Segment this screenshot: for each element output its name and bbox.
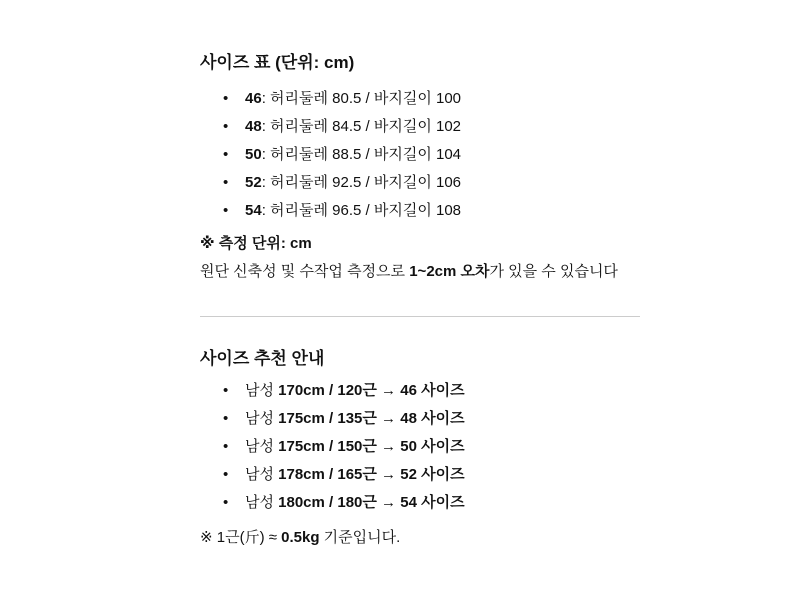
size-value: 54: [245, 202, 262, 219]
arrow-glyph: →: [376, 382, 401, 399]
arrow-glyph: →: [376, 410, 401, 427]
size-detail: : 허리둘레 88.5 / 바지길이 104: [261, 146, 462, 163]
tolerance-note-pre: 원단 신축성 및 수작업 측정으로: [200, 263, 410, 280]
list-item: [200, 197, 652, 225]
section-divider: [200, 316, 640, 317]
guide-prefix: 남성: [245, 410, 279, 427]
guide-spec: 178cm / 165근: [278, 466, 377, 483]
arrow-glyph: →: [376, 438, 401, 455]
weight-note-bold: 0.5kg: [281, 529, 320, 546]
list-item: [200, 85, 652, 113]
weight-note-pre: ※ 1근(斤) ≈: [200, 529, 282, 546]
size-detail: : 허리둘레 80.5 / 바지길이 100: [261, 90, 462, 107]
size-value: 50: [245, 146, 262, 163]
guide-spec: 175cm / 135근: [278, 410, 377, 427]
list-item: [200, 489, 652, 517]
guide-prefix: 남성: [245, 438, 279, 455]
arrow-glyph: →: [376, 466, 401, 483]
size-guide-list: [200, 377, 652, 517]
guide-spec: 170cm / 120근: [278, 382, 377, 399]
weight-note-post: 기준입니다.: [319, 529, 401, 546]
list-item: [200, 141, 652, 169]
size-chart-list: [200, 85, 652, 225]
guide-size: 46 사이즈: [400, 382, 465, 399]
list-item: [200, 433, 652, 461]
size-detail: : 허리둘레 84.5 / 바지길이 102: [261, 118, 462, 135]
size-value: 48: [245, 118, 262, 135]
size-detail: : 허리둘레 96.5 / 바지길이 108: [261, 202, 462, 219]
tolerance-note: [200, 258, 652, 286]
list-item: [200, 405, 652, 433]
guide-prefix: 남성: [245, 466, 279, 483]
size-value: 46: [245, 90, 262, 107]
tolerance-note-post: 가 있을 수 있습니다: [489, 263, 618, 280]
size-guide-title: 사이즈 추천 안내: [200, 349, 325, 368]
guide-spec: 175cm / 150근: [278, 438, 377, 455]
size-value: 52: [245, 174, 262, 191]
guide-prefix: 남성: [245, 382, 279, 399]
tolerance-note-bold: 1~2cm 오차: [409, 263, 490, 280]
guide-size: 52 사이즈: [400, 466, 465, 483]
guide-size: 54 사이즈: [400, 494, 465, 511]
measurement-unit-note: ※ 측정 단위: cm: [200, 235, 312, 252]
list-item: [200, 377, 652, 405]
guide-spec: 180cm / 180근: [278, 494, 377, 511]
product-size-document: [200, 0, 652, 552]
list-item: [200, 461, 652, 489]
guide-size: 50 사이즈: [400, 438, 465, 455]
guide-prefix: 남성: [245, 494, 279, 511]
list-item: [200, 113, 652, 141]
weight-conversion-note: [200, 524, 652, 552]
list-item: [200, 169, 652, 197]
guide-size: 48 사이즈: [400, 410, 465, 427]
size-chart-title: 사이즈 표 (단위: cm): [200, 53, 355, 72]
size-detail: : 허리둘레 92.5 / 바지길이 106: [261, 174, 462, 191]
arrow-glyph: →: [376, 494, 401, 511]
